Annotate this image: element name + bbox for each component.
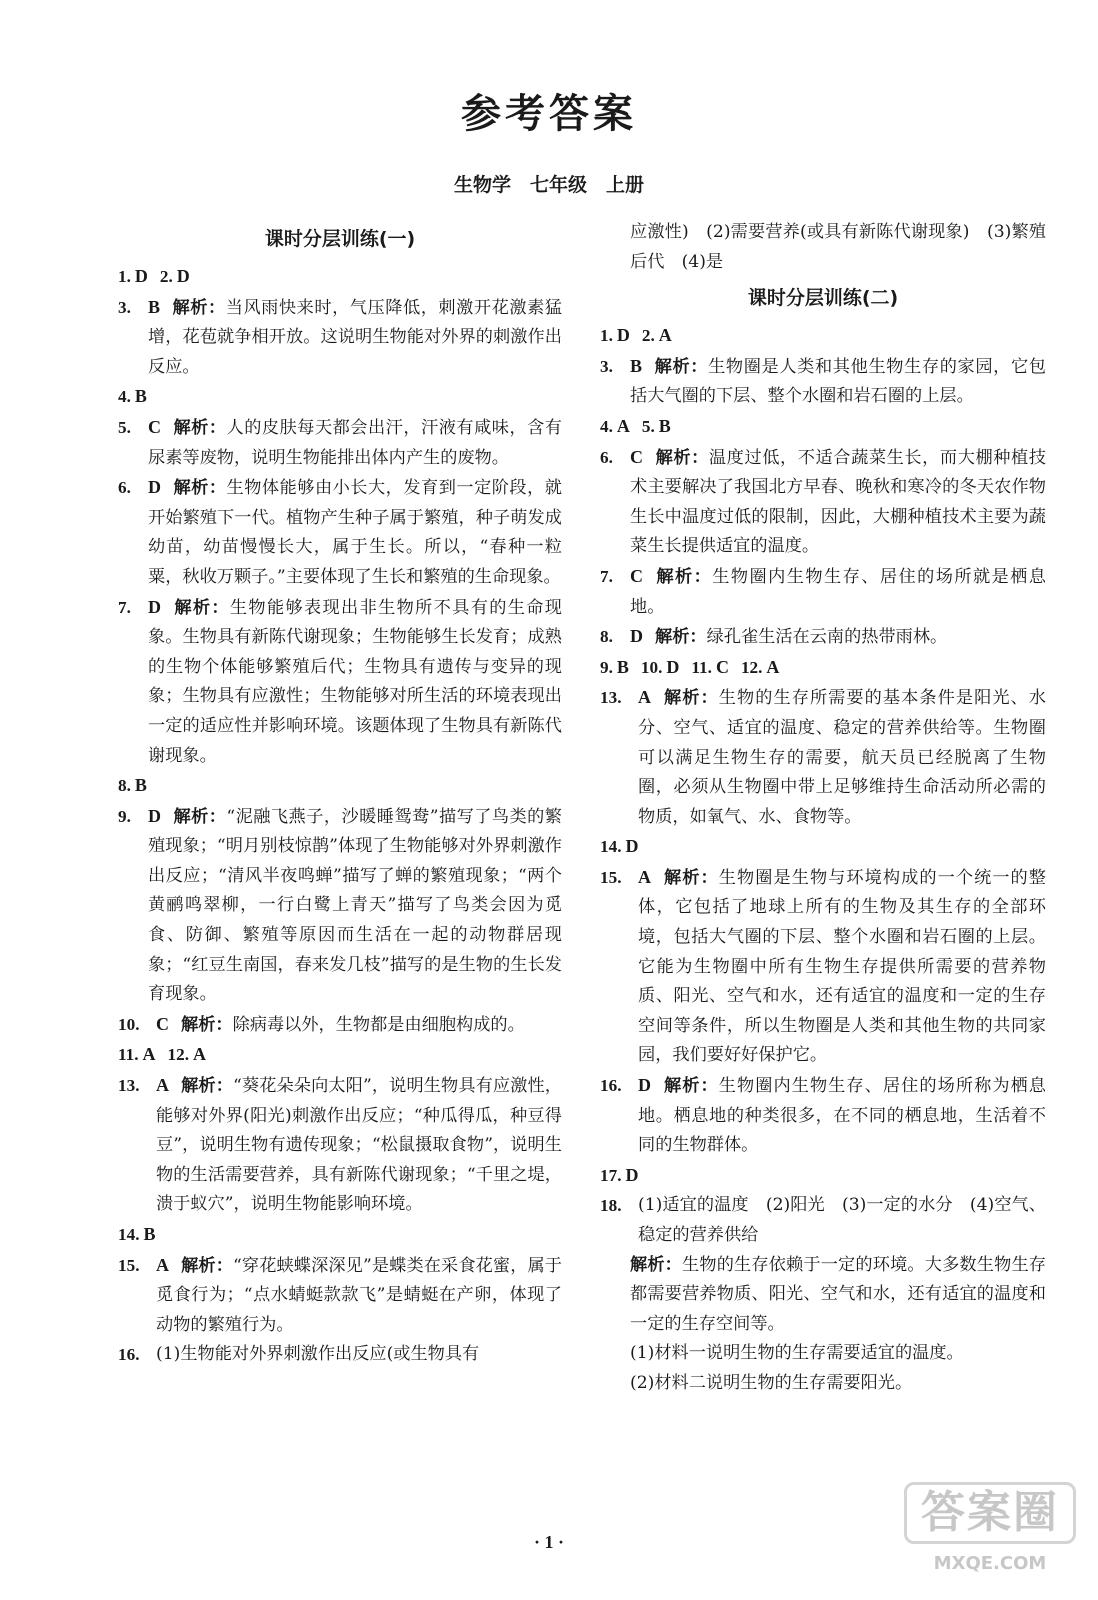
question-number: 1. bbox=[118, 267, 131, 286]
answer-list-2 bbox=[600, 321, 1046, 1250]
answer-row bbox=[118, 1220, 562, 1251]
answer-item bbox=[600, 653, 1046, 684]
answer-choice: A bbox=[638, 866, 651, 887]
answer-body bbox=[638, 863, 1046, 1071]
analysis-text: 生物圈内生物生存、居住的场所就是栖息地。 bbox=[630, 566, 1046, 617]
answer-item bbox=[118, 413, 562, 473]
section-title-1: 课时分层训练(一) bbox=[264, 228, 416, 250]
answer-choice: C bbox=[715, 656, 729, 677]
answer-body bbox=[630, 352, 1046, 412]
question-number: 8. bbox=[600, 627, 613, 647]
analysis-text: 生物圈是生物与环境构成的一个统一的整体，它包括了地球上所有的生物及其生存的全部环境，包括大气圈的下层、整个水圈和岩石圈的上层。它能为生物圈中所有生物生存提供所需要的营养物质、阳光、空气和水，还有适宜的温度和一定的生存空间等条件，所以生物圈是人类和其他生物的共同家园，我们要好好保护它。 bbox=[638, 867, 1046, 1066]
answer-item bbox=[600, 683, 1046, 832]
analysis-text: 生物体能够由小长大，发育到一定阶段，就开始繁殖下一代。植物产生种子属于繁殖，种子萌发成幼苗，幼苗慢慢长大，属于生长。所以，“春种一粒粟，秋收万颗子。”主要体现了生长和繁殖的生命现象。 bbox=[148, 478, 562, 587]
question-number: 13. bbox=[118, 1076, 140, 1096]
answer-item bbox=[118, 1071, 562, 1220]
question-number: 17. bbox=[600, 1165, 622, 1185]
answer-choice: C bbox=[630, 565, 643, 586]
answer-item bbox=[118, 1040, 562, 1071]
question-number: 9. bbox=[600, 657, 613, 677]
right-column bbox=[600, 218, 1046, 1399]
left-column bbox=[118, 218, 562, 1370]
question-number: 11. bbox=[691, 657, 712, 677]
q18-analysis bbox=[600, 1251, 1046, 1340]
question-number: 5. bbox=[118, 417, 131, 437]
question-number: 4. bbox=[118, 387, 131, 407]
answer-body bbox=[630, 443, 1046, 562]
analysis-label: 解析： bbox=[663, 688, 719, 709]
analysis-label: 解析： bbox=[655, 627, 707, 648]
answer-item bbox=[118, 1251, 562, 1341]
answer-choice: A bbox=[638, 687, 651, 708]
analysis-label: 解析： bbox=[663, 1076, 719, 1097]
answer-row bbox=[118, 1040, 562, 1071]
answer-item bbox=[118, 382, 562, 413]
question-number: 6. bbox=[600, 447, 613, 467]
section-title-2: 课时分层训练(二) bbox=[747, 287, 899, 310]
answer-item bbox=[118, 262, 562, 293]
answer-choice: D bbox=[666, 656, 680, 677]
analysis-text: 温度过低，不适合蔬菜生长，而大棚种植技术主要解决了我国北方早春、晚秋和寒冷的冬天农作物生长中温度过低的限制，因此，大棚种植技术主要为蔬菜生长提供适宜的温度。 bbox=[630, 447, 1046, 557]
watermark-logo bbox=[904, 1482, 1076, 1582]
answer-choice: B bbox=[134, 775, 147, 796]
question-number: 18. bbox=[600, 1196, 622, 1216]
answer-body bbox=[638, 1191, 1046, 1250]
answer-choice: B bbox=[143, 1224, 156, 1244]
analysis-text: 生物能够表现出非生物所不具有的生命现象。生物具有新陈代谢现象；生物能够生长发育；成熟的生物个体能够繁殖后代；生物具有遗传与变异的现象；生物具有应激性；生物能够对所生活的环境表现出一定的适应性并影响环境。该题体现了生物具有新陈代谢现象。 bbox=[148, 597, 562, 766]
answer-body bbox=[156, 1340, 562, 1370]
question-number: 12. bbox=[740, 657, 763, 677]
answer-choice: C bbox=[630, 446, 643, 467]
answer-choice: D bbox=[630, 626, 643, 647]
answer-item bbox=[118, 473, 562, 592]
answer-row bbox=[118, 262, 562, 293]
watermark-url: MXQE.COM bbox=[933, 1553, 1047, 1574]
q18-analysis-text: 生物的生存依赖于一定的环境。大多数生物生存都需要营养物质、阳光、空气和水，还有适宜的温度和一定的生存空间等。 bbox=[630, 1254, 1046, 1334]
answer-body bbox=[148, 802, 562, 1010]
answer-row bbox=[600, 832, 1046, 863]
question-number: 9. bbox=[118, 806, 131, 826]
question-number: 12. bbox=[167, 1045, 190, 1065]
answer-row bbox=[600, 321, 1046, 352]
analysis-label: 解析： bbox=[654, 356, 709, 377]
answer-choice: D bbox=[616, 325, 630, 346]
question-number: 15. bbox=[118, 1255, 140, 1275]
answer-body bbox=[638, 683, 1046, 832]
answer-choice: C bbox=[148, 416, 161, 437]
answer-item bbox=[600, 1191, 1046, 1250]
q18-line: (1)材料一说明生物的生存需要适宜的温度。 bbox=[630, 1343, 964, 1364]
analysis-text: 生物的生存所需要的基本条件是阳光、水分、空气、适宜的温度、稳定的营养供给等。生物圈可以满足生物生存的需要，航天员已经脱离了生物圈，必须从生物圈中带上足够维持生命活动所必需的物质，如氧气、水、食物等。 bbox=[638, 688, 1046, 827]
page-title: 参考答案 bbox=[461, 91, 637, 137]
answer-choice: D bbox=[148, 596, 161, 617]
answer-item bbox=[118, 1220, 562, 1251]
subject-subtitle: 生物学 七年级 上册 bbox=[453, 174, 644, 196]
answer-choice: A bbox=[142, 1044, 156, 1065]
answer-body bbox=[156, 1071, 562, 1220]
question-number: 7. bbox=[600, 566, 613, 586]
analysis-label: 解析： bbox=[663, 867, 719, 888]
analysis-text: “葵花朵朵向太阳”，说明生物具有应激性，能够对外界(阳光)刺激作出反应；“种瓜得瓜，种豆得豆”，说明生物有遗传现象；“松鼠摄取食物”，说明生物的生活需要营养，具有新陈代谢现象；“千里之堤，溃于蚁穴”，说明生物能影响环境。 bbox=[156, 1076, 562, 1215]
analysis-label: 解析： bbox=[173, 478, 227, 499]
answer-choice: B bbox=[658, 415, 671, 436]
analysis-label: 解析： bbox=[655, 566, 713, 587]
answer-item bbox=[600, 562, 1046, 622]
question-number: 5. bbox=[641, 416, 655, 436]
answer-item bbox=[600, 443, 1046, 562]
question-number: 11. bbox=[118, 1045, 139, 1065]
question-number: 14. bbox=[118, 1225, 140, 1244]
q16-continuation: 应激性) (2)需要营养(或具有新陈代谢现象) (3)繁殖后代 (4)是 bbox=[630, 222, 1046, 272]
analysis-label: 解析： bbox=[181, 1076, 233, 1097]
answer-choice: D bbox=[638, 1075, 651, 1096]
answer-choice: D bbox=[148, 477, 161, 498]
q18-line: (2)材料二说明生物的生存需要阳光。 bbox=[630, 1372, 913, 1393]
answer-item bbox=[118, 771, 562, 802]
answer-choice: D bbox=[625, 836, 639, 857]
analysis-label: 解析： bbox=[173, 597, 230, 618]
answer-row bbox=[118, 771, 562, 802]
answer-row bbox=[118, 382, 562, 413]
answer-choice: A bbox=[658, 325, 672, 346]
question-number: 16. bbox=[118, 1345, 140, 1365]
answer-choice: A bbox=[616, 415, 630, 436]
answer-item bbox=[600, 321, 1046, 352]
question-number: 2. bbox=[641, 326, 655, 346]
watermark-text: 答案圈 bbox=[904, 1482, 1076, 1544]
question-number: 10. bbox=[640, 657, 663, 677]
analysis-label: 解析： bbox=[655, 447, 709, 468]
answer-choice: A bbox=[156, 1075, 169, 1096]
question-number: 1. bbox=[600, 326, 613, 346]
answer-body bbox=[630, 622, 1046, 653]
analysis-text: 除病毒以外，生物都是由细胞构成的。 bbox=[232, 1014, 525, 1035]
answer-body bbox=[156, 1251, 562, 1341]
question-number: 16. bbox=[600, 1076, 622, 1096]
question-number: 7. bbox=[118, 597, 131, 617]
question-number: 2. bbox=[159, 267, 173, 286]
question-number: 13. bbox=[600, 688, 622, 708]
answer-body bbox=[156, 1010, 562, 1041]
question-number: 3. bbox=[600, 356, 613, 376]
question-number: 6. bbox=[118, 478, 131, 498]
question-number: 14. bbox=[600, 837, 622, 857]
analysis-text: “穿花蛱蝶深深见”是蝶类在采食花蜜，属于觅食行为；“点水蜻蜓款款飞”是蜻蜓在产卵，体现了动物的繁殖行为。 bbox=[156, 1255, 562, 1335]
answer-body bbox=[148, 593, 562, 772]
answer-list-1 bbox=[118, 262, 562, 1370]
answer-choice: D bbox=[625, 1164, 639, 1185]
analysis-text: (1)适宜的温度 (2)阳光 (3)一定的水分 (4)空气、稳定的营养供给 bbox=[638, 1195, 1046, 1245]
answer-body bbox=[148, 413, 562, 473]
answer-body bbox=[148, 473, 562, 592]
analysis-label: 解析： bbox=[630, 1254, 683, 1275]
question-number: 10. bbox=[118, 1014, 140, 1034]
answer-choice: D bbox=[176, 266, 190, 286]
answer-item bbox=[600, 1071, 1046, 1161]
answer-item bbox=[118, 1340, 562, 1370]
answer-item bbox=[118, 1010, 562, 1041]
analysis-label: 解析： bbox=[181, 1255, 233, 1276]
analysis-text: “泥融飞燕子，沙暖睡鸳鸯”描写了鸟类的繁殖现象；“明月别枝惊鹊”体现了生物能够对外界刺激作出反应；“清风半夜鸣蝉”描写了蝉的繁殖现象；“两个黄鹂鸣翠柳，一行白鹭上青天”描写了鸟类会因为觅食、防御、繁殖等原因而生活在一起的动物群居现象；“红豆生南国，春来发几枝”描写的是生物的生长发育现象。 bbox=[148, 806, 562, 1005]
answer-choice: B bbox=[148, 296, 161, 317]
answer-item bbox=[118, 593, 562, 772]
page-number: · 1 · bbox=[533, 1532, 564, 1552]
answer-row bbox=[600, 412, 1046, 443]
analysis-text: (1)生物能对外界刺激作出反应(或生物具有 bbox=[156, 1344, 480, 1365]
question-number: 15. bbox=[600, 867, 622, 887]
answer-item bbox=[118, 293, 562, 383]
analysis-label: 解析： bbox=[173, 806, 227, 827]
answer-item bbox=[600, 832, 1046, 863]
analysis-label: 解析： bbox=[173, 417, 227, 438]
answer-item bbox=[600, 412, 1046, 443]
answer-choice: B bbox=[134, 386, 147, 407]
analysis-text: 人的皮肤每天都会出汗，汗液有咸味，含有尿素等废物，说明生物能排出体内产生的废物。 bbox=[148, 417, 562, 468]
answer-body bbox=[148, 293, 562, 383]
answer-item bbox=[600, 863, 1046, 1071]
question-number: 3. bbox=[118, 297, 131, 317]
analysis-text: 生物圈内生物生存、居住的场所称为栖息地。栖息地的种类很多，在不同的栖息地，生活着不同的生物群体。 bbox=[638, 1076, 1046, 1156]
question-number: 4. bbox=[600, 416, 613, 436]
answer-body bbox=[630, 562, 1046, 622]
answer-choice: A bbox=[156, 1254, 169, 1275]
analysis-text: 生物圈是人类和其他生物生存的家园，它包括大气圈的下层、整个水圈和岩石圈的上层。 bbox=[630, 356, 1046, 407]
answer-choice: B bbox=[630, 355, 643, 376]
analysis-label: 解析： bbox=[181, 1014, 233, 1035]
question-number: 8. bbox=[118, 776, 131, 796]
analysis-text: 绿孔雀生活在云南的热带雨林。 bbox=[706, 627, 948, 648]
answer-row bbox=[600, 1161, 1046, 1192]
answer-item bbox=[600, 352, 1046, 412]
answer-choice: A bbox=[193, 1044, 207, 1065]
answer-body bbox=[638, 1071, 1046, 1161]
answer-choice: C bbox=[156, 1013, 169, 1034]
answer-choice: D bbox=[148, 805, 161, 826]
answer-choice: A bbox=[766, 656, 780, 677]
answer-item bbox=[600, 622, 1046, 653]
analysis-label: 解析： bbox=[172, 297, 226, 318]
answer-item bbox=[118, 802, 562, 1010]
answer-item bbox=[600, 1161, 1046, 1192]
answer-choice: B bbox=[616, 656, 629, 677]
analysis-text: 当风雨快来时，气压降低，刺激开花激素猛增，花苞就争相开放。这说明生物能对外界的刺激作出反应。 bbox=[148, 297, 562, 377]
answer-row bbox=[600, 653, 1046, 684]
answer-choice: D bbox=[134, 266, 148, 286]
